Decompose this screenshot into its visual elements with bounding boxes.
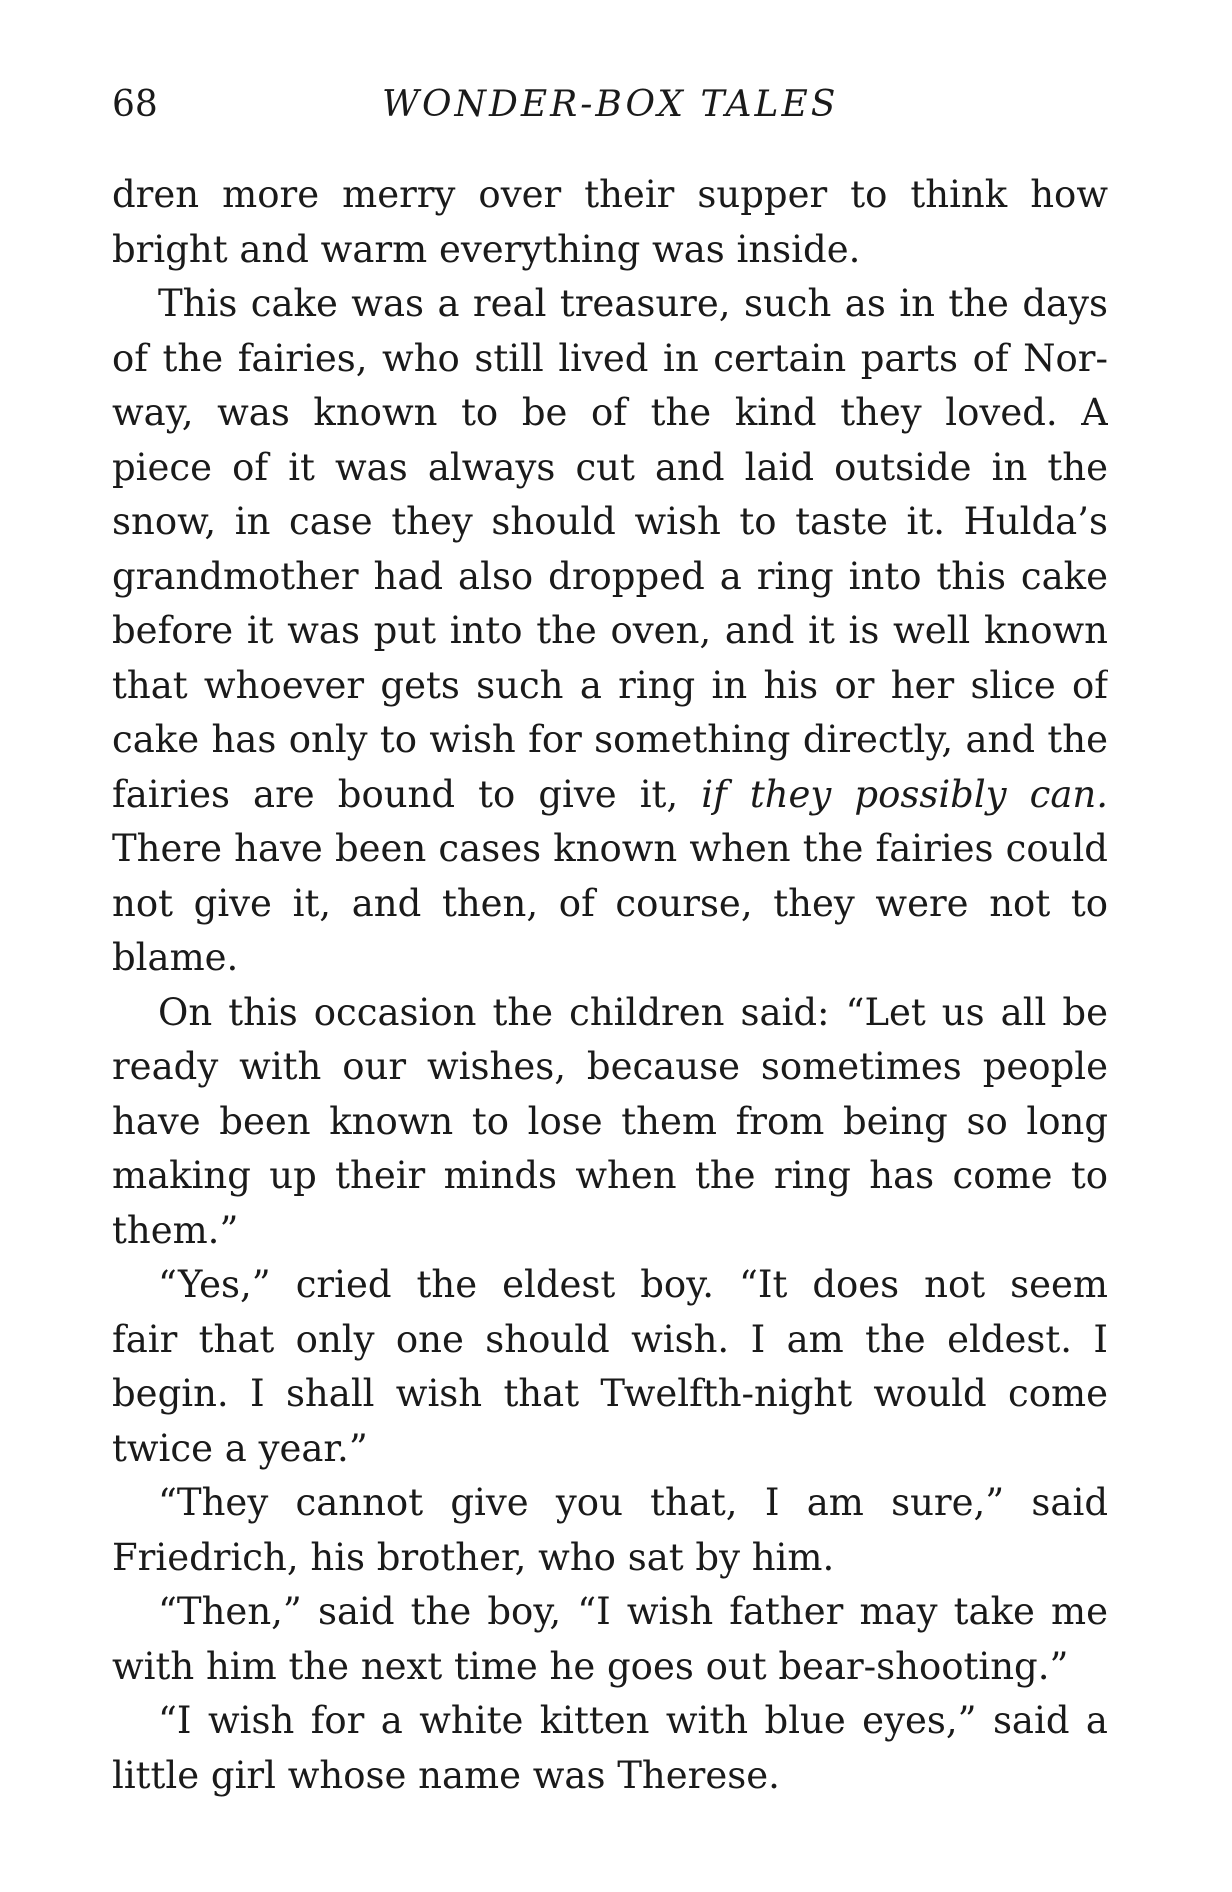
text-line — [112, 1694, 1108, 1749]
text-line — [112, 877, 1108, 932]
text-line — [112, 713, 1108, 768]
text-line — [112, 1149, 1108, 1204]
text-line — [112, 1367, 1108, 1422]
text-line-content: way, was known to be of the kind they loved. A — [112, 391, 1108, 434]
text-line-content: blame. — [112, 936, 239, 979]
text-line-content: that whoever gets such a ring in his or her slice of — [112, 663, 1108, 707]
text-line-content: “Yes,” cried the eldest boy. “It does not seem — [158, 1263, 1108, 1306]
text-line — [112, 1640, 1108, 1695]
text-line-content: dren more merry over their supper to think how — [112, 173, 1108, 216]
text-line — [112, 986, 1108, 1041]
text-line-content: making up their minds when the ring has come to — [112, 1154, 1108, 1197]
text-line-content: twice a year.” — [112, 1426, 368, 1470]
page-number: 68 — [112, 84, 158, 125]
text-line — [112, 386, 1108, 441]
text-line — [112, 604, 1108, 659]
text-line — [112, 1204, 1108, 1259]
text-line — [112, 495, 1108, 550]
text-line — [112, 659, 1108, 714]
emphasis-text: if they possibly can. — [701, 772, 1108, 816]
text-line — [112, 1313, 1108, 1368]
text-line — [112, 822, 1108, 877]
text-line-content: cake has only to wish for something directly, and the — [112, 718, 1108, 761]
text-line-content: fairies are bound to give it, — [112, 772, 679, 816]
text-line — [112, 441, 1108, 496]
text-line-content: piece of it was always cut and laid outside in the — [112, 445, 1108, 489]
text-line-content: bright and warm everything was inside. — [112, 227, 861, 271]
text-line-content: ready with our wishes, because sometimes people — [112, 1045, 1108, 1088]
text-line — [112, 1258, 1108, 1313]
text-line — [112, 931, 1108, 986]
text-line-content: There have been cases known when the fairies could — [112, 827, 1108, 870]
text-line-content: Friedrich, his brother, who sat by him. — [112, 1535, 835, 1579]
text-line-content: This cake was a real treasure, such as in the days — [158, 282, 1108, 325]
text-line — [112, 1095, 1108, 1150]
running-title: WONDER-BOX TALES — [382, 84, 839, 125]
text-line — [112, 1531, 1108, 1586]
text-line-content: On this occasion the children said: “Let us all be — [158, 990, 1108, 1034]
text-line — [112, 1422, 1108, 1477]
text-line — [112, 223, 1108, 278]
text-line-content: fair that only one should wish. I am the eldest. I — [112, 1317, 1108, 1361]
text-line — [112, 277, 1108, 332]
text-line-content: have been known to lose them from being so long — [112, 1099, 1108, 1143]
text-line — [112, 768, 1108, 823]
text-line-content: them.” — [112, 1208, 239, 1252]
text-line-content: grandmother had also dropped a ring into this cake — [112, 554, 1108, 598]
text-line-content: snow, in case they should wish to taste it. Hulda’s — [112, 500, 1108, 543]
text-line — [112, 550, 1108, 605]
text-line-content: of the fairies, who still lived in certain parts of Nor- — [112, 336, 1108, 380]
text-line-content: not give it, and then, of course, they were not to — [112, 881, 1108, 925]
text-line — [112, 1040, 1108, 1095]
body-text — [112, 168, 1108, 1803]
text-line — [112, 1476, 1108, 1531]
text-line-content: begin. I shall wish that Twelfth-night would come — [112, 1372, 1108, 1415]
text-line — [112, 1749, 1108, 1804]
text-line-content: before it was put into the oven, and it is well known — [112, 609, 1108, 652]
text-line — [112, 168, 1108, 223]
text-line-content: with him the next time he goes out bear-shooting.” — [112, 1644, 1069, 1688]
text-line-content: “I wish for a white kitten with blue eyes,” said a — [158, 1699, 1108, 1742]
running-head — [112, 80, 1112, 130]
text-line-content: little girl whose name was Therese. — [112, 1753, 780, 1797]
text-line — [112, 1585, 1108, 1640]
text-line-content: “Then,” said the boy, “I wish father may take me — [158, 1590, 1108, 1633]
text-line-content: “They cannot give you that, I am sure,” said — [158, 1481, 1108, 1524]
text-line — [112, 332, 1108, 387]
